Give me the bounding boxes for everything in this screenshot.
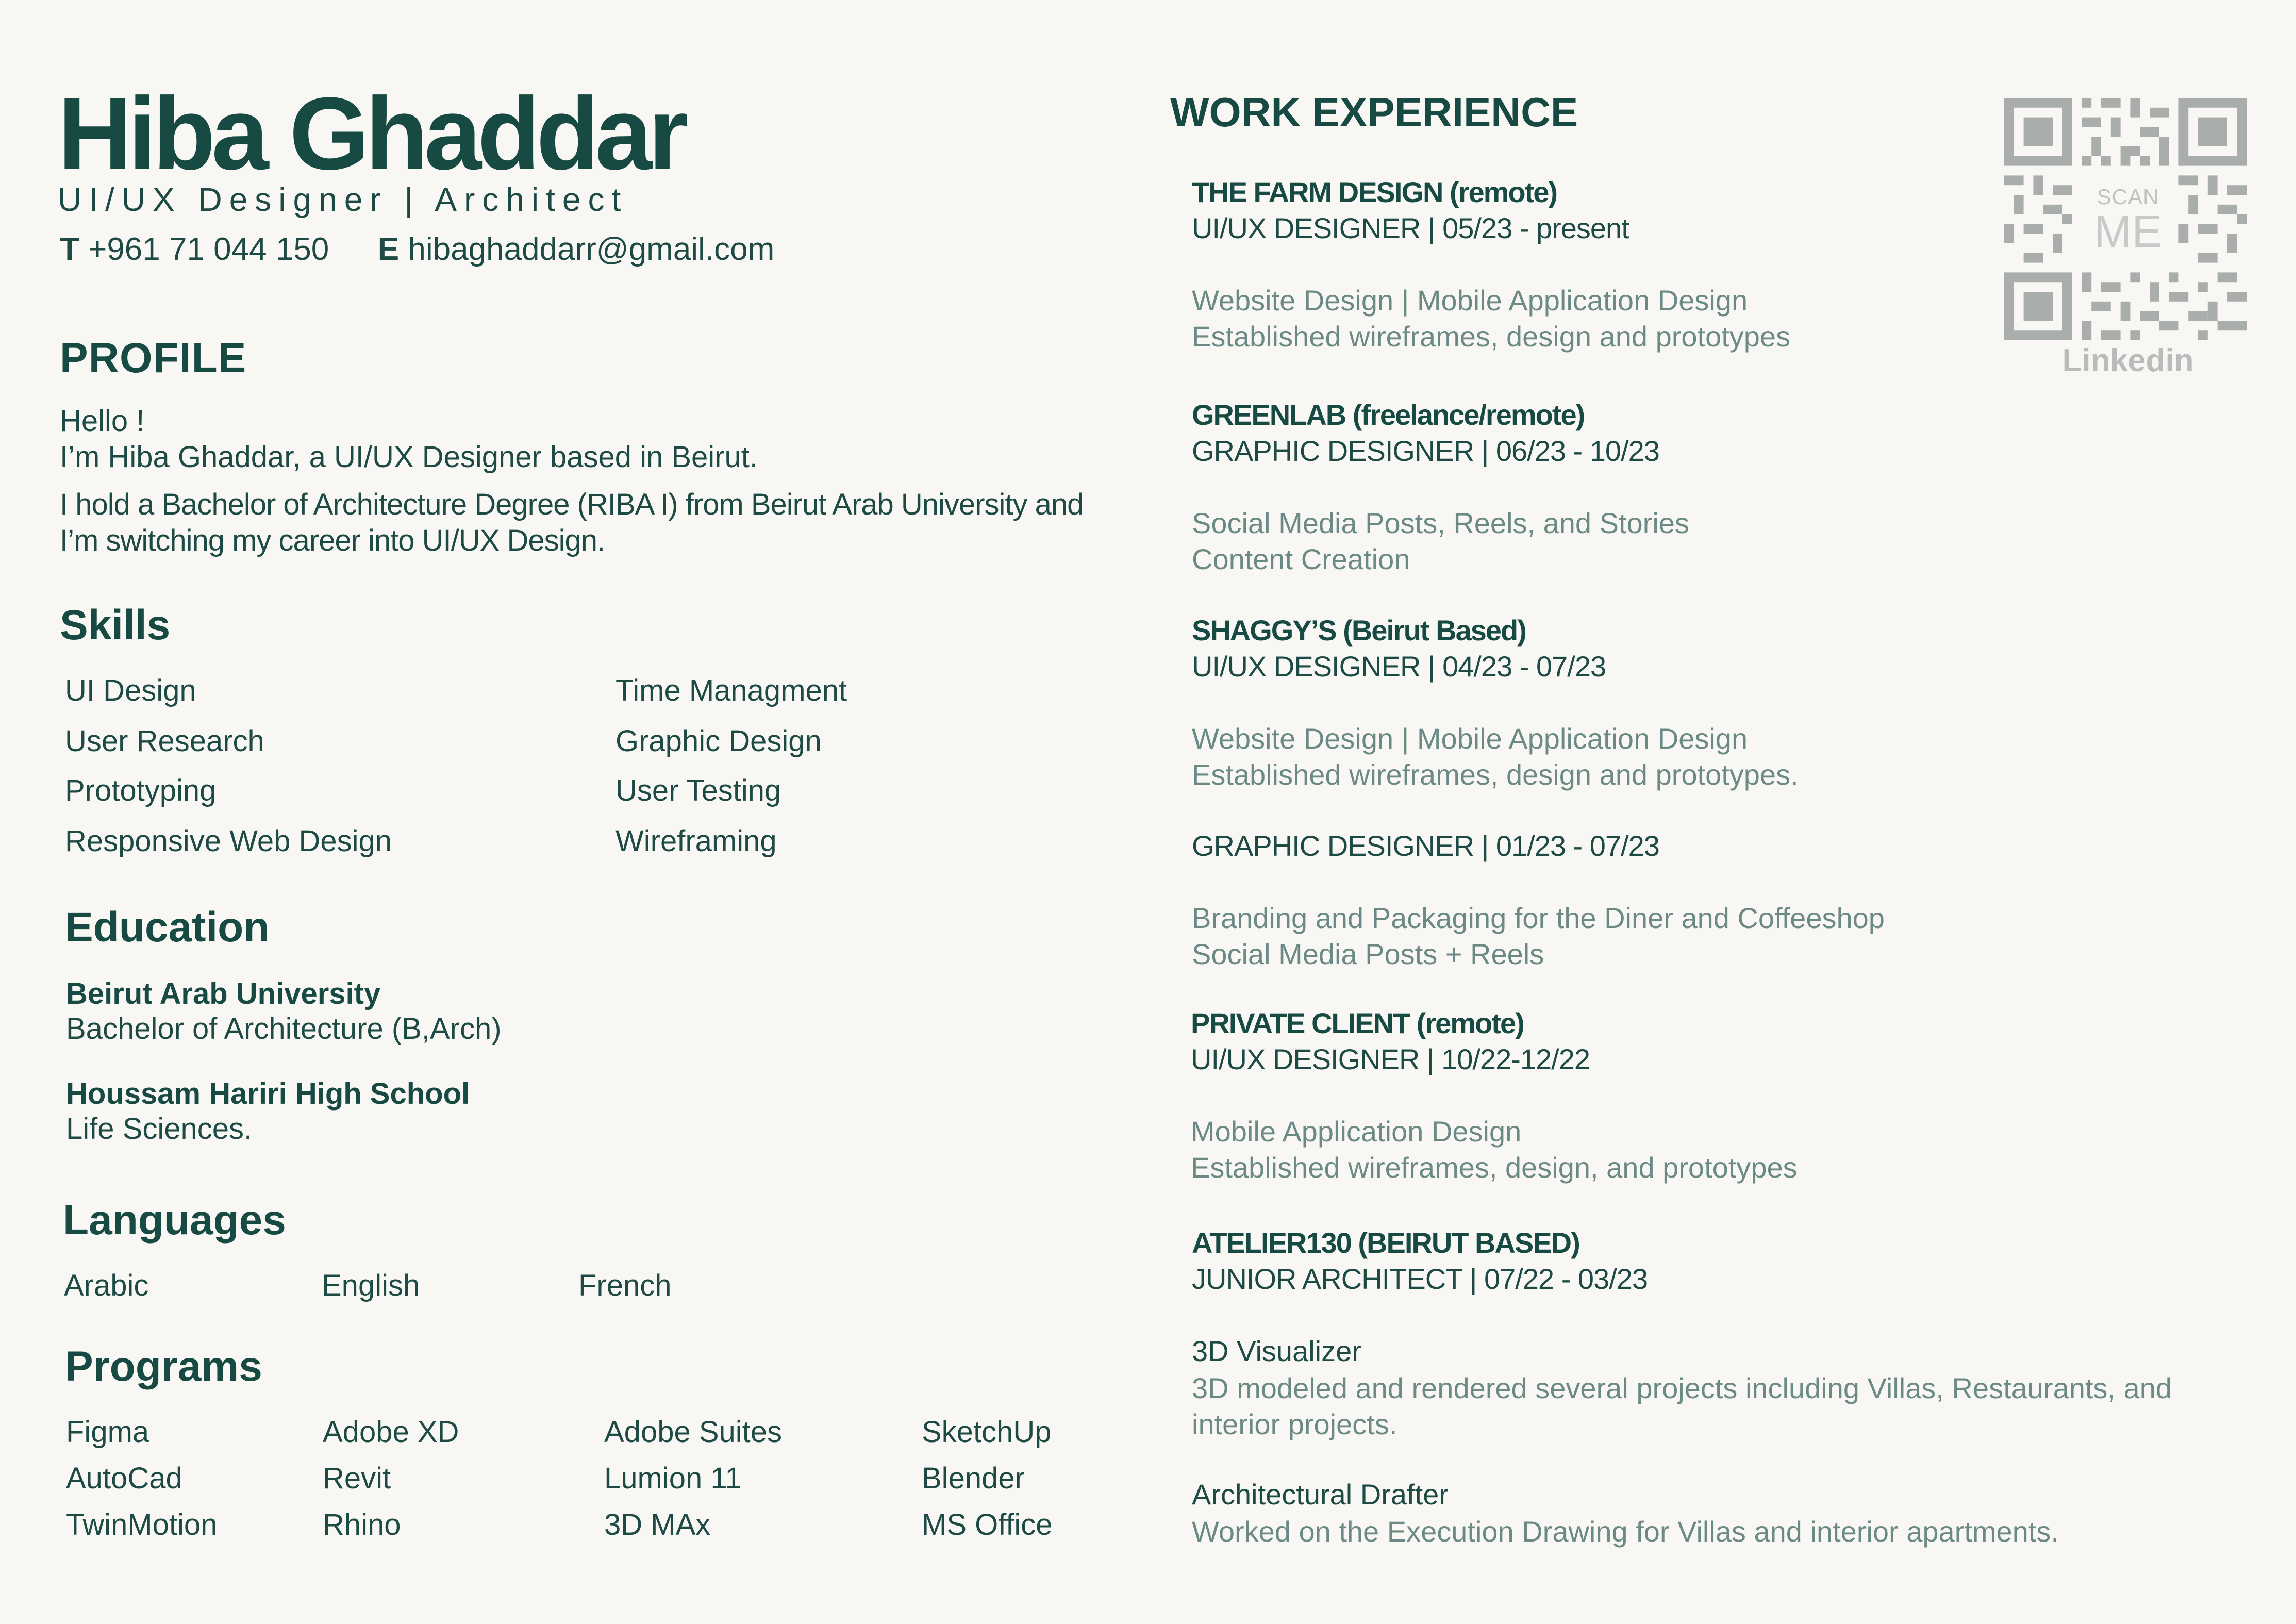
language-item: English — [322, 1269, 420, 1302]
program-item: TwinMotion — [66, 1508, 218, 1542]
job-description: Social Media Posts + Reels — [1192, 938, 1544, 970]
program-item: Lumion 11 — [604, 1462, 742, 1495]
phone-label: T — [60, 231, 79, 267]
job-description: Established wireframes, design, and prototypes — [1191, 1151, 1798, 1184]
profile-career: I’m switching my career into UI/UX Design. — [60, 524, 605, 557]
job-description: Social Media Posts, Reels, and Stories — [1192, 507, 1689, 539]
linkedin-label[interactable]: Linkedin — [2062, 343, 2194, 378]
profile-degree: I hold a Bachelor of Architecture Degree (RIBA I) from Beirut Arab University and — [60, 488, 1084, 521]
job-description: Mobile Application Design — [1191, 1115, 1522, 1148]
job-role: GRAPHIC DESIGNER | 06/23 - 10/23 — [1192, 435, 1659, 467]
contact-line — [60, 231, 774, 268]
job-description: Branding and Packaging for the Diner and Coffeeshop — [1192, 902, 1885, 934]
program-item: Blender — [922, 1462, 1025, 1495]
skill-item: Time Managment — [615, 674, 847, 707]
education-school: Beirut Arab University — [66, 977, 381, 1010]
skill-item: Responsive Web Design — [65, 824, 392, 858]
skill-item: Wireframing — [615, 824, 777, 858]
job-company: ATELIER130 (BEIRUT BASED) — [1192, 1227, 1579, 1259]
email-label: E — [377, 231, 400, 267]
education-degree: Bachelor of Architecture (B,Arch) — [66, 1012, 502, 1046]
program-item: Rhino — [323, 1508, 401, 1542]
profile-intro: I’m Hiba Ghaddar, a UI/UX Designer based in Beirut. — [60, 440, 758, 474]
program-item: Revit — [323, 1462, 391, 1495]
skill-item: Graphic Design — [615, 724, 822, 758]
candidate-name: Hiba Ghaddar — [58, 76, 685, 191]
job-company: PRIVATE CLIENT (remote) — [1191, 1007, 1524, 1039]
profile-heading: PROFILE — [60, 335, 247, 382]
program-item: Adobe Suites — [604, 1415, 783, 1449]
job-description: Content Creation — [1192, 543, 1410, 575]
job-role: UI/UX DESIGNER | 04/23 - 07/23 — [1192, 650, 1606, 683]
job-description: Website Design | Mobile Application Design — [1192, 722, 1748, 755]
job-company: SHAGGY’S (Beirut Based) — [1192, 614, 1526, 647]
job-description: Established wireframes, design and prototypes — [1192, 320, 1791, 353]
program-item: Figma — [66, 1415, 149, 1449]
job-description: interior projects. — [1192, 1408, 1397, 1440]
job-description: Website Design | Mobile Application Design — [1192, 284, 1748, 317]
job-role: UI/UX DESIGNER | 10/22-12/22 — [1191, 1043, 1590, 1075]
education-school: Houssam Hariri High School — [66, 1077, 470, 1111]
program-item: 3D MAx — [604, 1508, 711, 1542]
skills-heading: Skills — [60, 602, 171, 649]
qr-me-text: ME — [2094, 206, 2162, 257]
job-description: Established wireframes, design and prototypes. — [1192, 758, 1799, 791]
program-item: Adobe XD — [323, 1415, 459, 1449]
work-heading: WORK EXPERIENCE — [1170, 89, 1578, 135]
skill-item: User Research — [65, 724, 264, 758]
program-item: SketchUp — [922, 1415, 1052, 1449]
job-role: JUNIOR ARCHITECT | 07/22 - 03/23 — [1192, 1263, 1648, 1295]
job-subrole: 3D Visualizer — [1192, 1335, 1361, 1367]
programs-heading: Programs — [65, 1343, 262, 1390]
languages-heading: Languages — [63, 1197, 286, 1244]
education-degree: Life Sciences. — [66, 1112, 253, 1146]
job-role: GRAPHIC DESIGNER | 01/23 - 07/23 — [1192, 830, 1659, 862]
language-item: Arabic — [64, 1269, 149, 1302]
qr-scan-text: SCAN — [2097, 185, 2159, 209]
language-item: French — [578, 1269, 672, 1302]
profile-hello: Hello ! — [60, 404, 145, 438]
skill-item: UI Design — [65, 674, 196, 707]
job-company: GREENLAB (freelance/remote) — [1192, 399, 1585, 431]
job-description: 3D modeled and rendered several projects including Villas, Restaurants, and — [1192, 1372, 2172, 1404]
job-subrole: Architectural Drafter — [1192, 1478, 1449, 1511]
program-item: MS Office — [922, 1508, 1053, 1542]
email-address[interactable]: hibaghaddarr@gmail.com — [408, 231, 775, 267]
job-company: THE FARM DESIGN (remote) — [1192, 176, 1557, 208]
job-description: Worked on the Execution Drawing for Villas and interior apartments. — [1192, 1515, 2059, 1548]
education-heading: Education — [65, 904, 270, 951]
program-item: AutoCad — [66, 1462, 182, 1495]
phone-number[interactable]: +961 71 044 150 — [88, 231, 329, 267]
skill-item: User Testing — [615, 774, 781, 807]
skill-item: Prototyping — [65, 774, 217, 807]
job-role: UI/UX DESIGNER | 05/23 - present — [1192, 212, 1629, 244]
candidate-role: UI/UX Designer | Architect — [58, 181, 628, 218]
